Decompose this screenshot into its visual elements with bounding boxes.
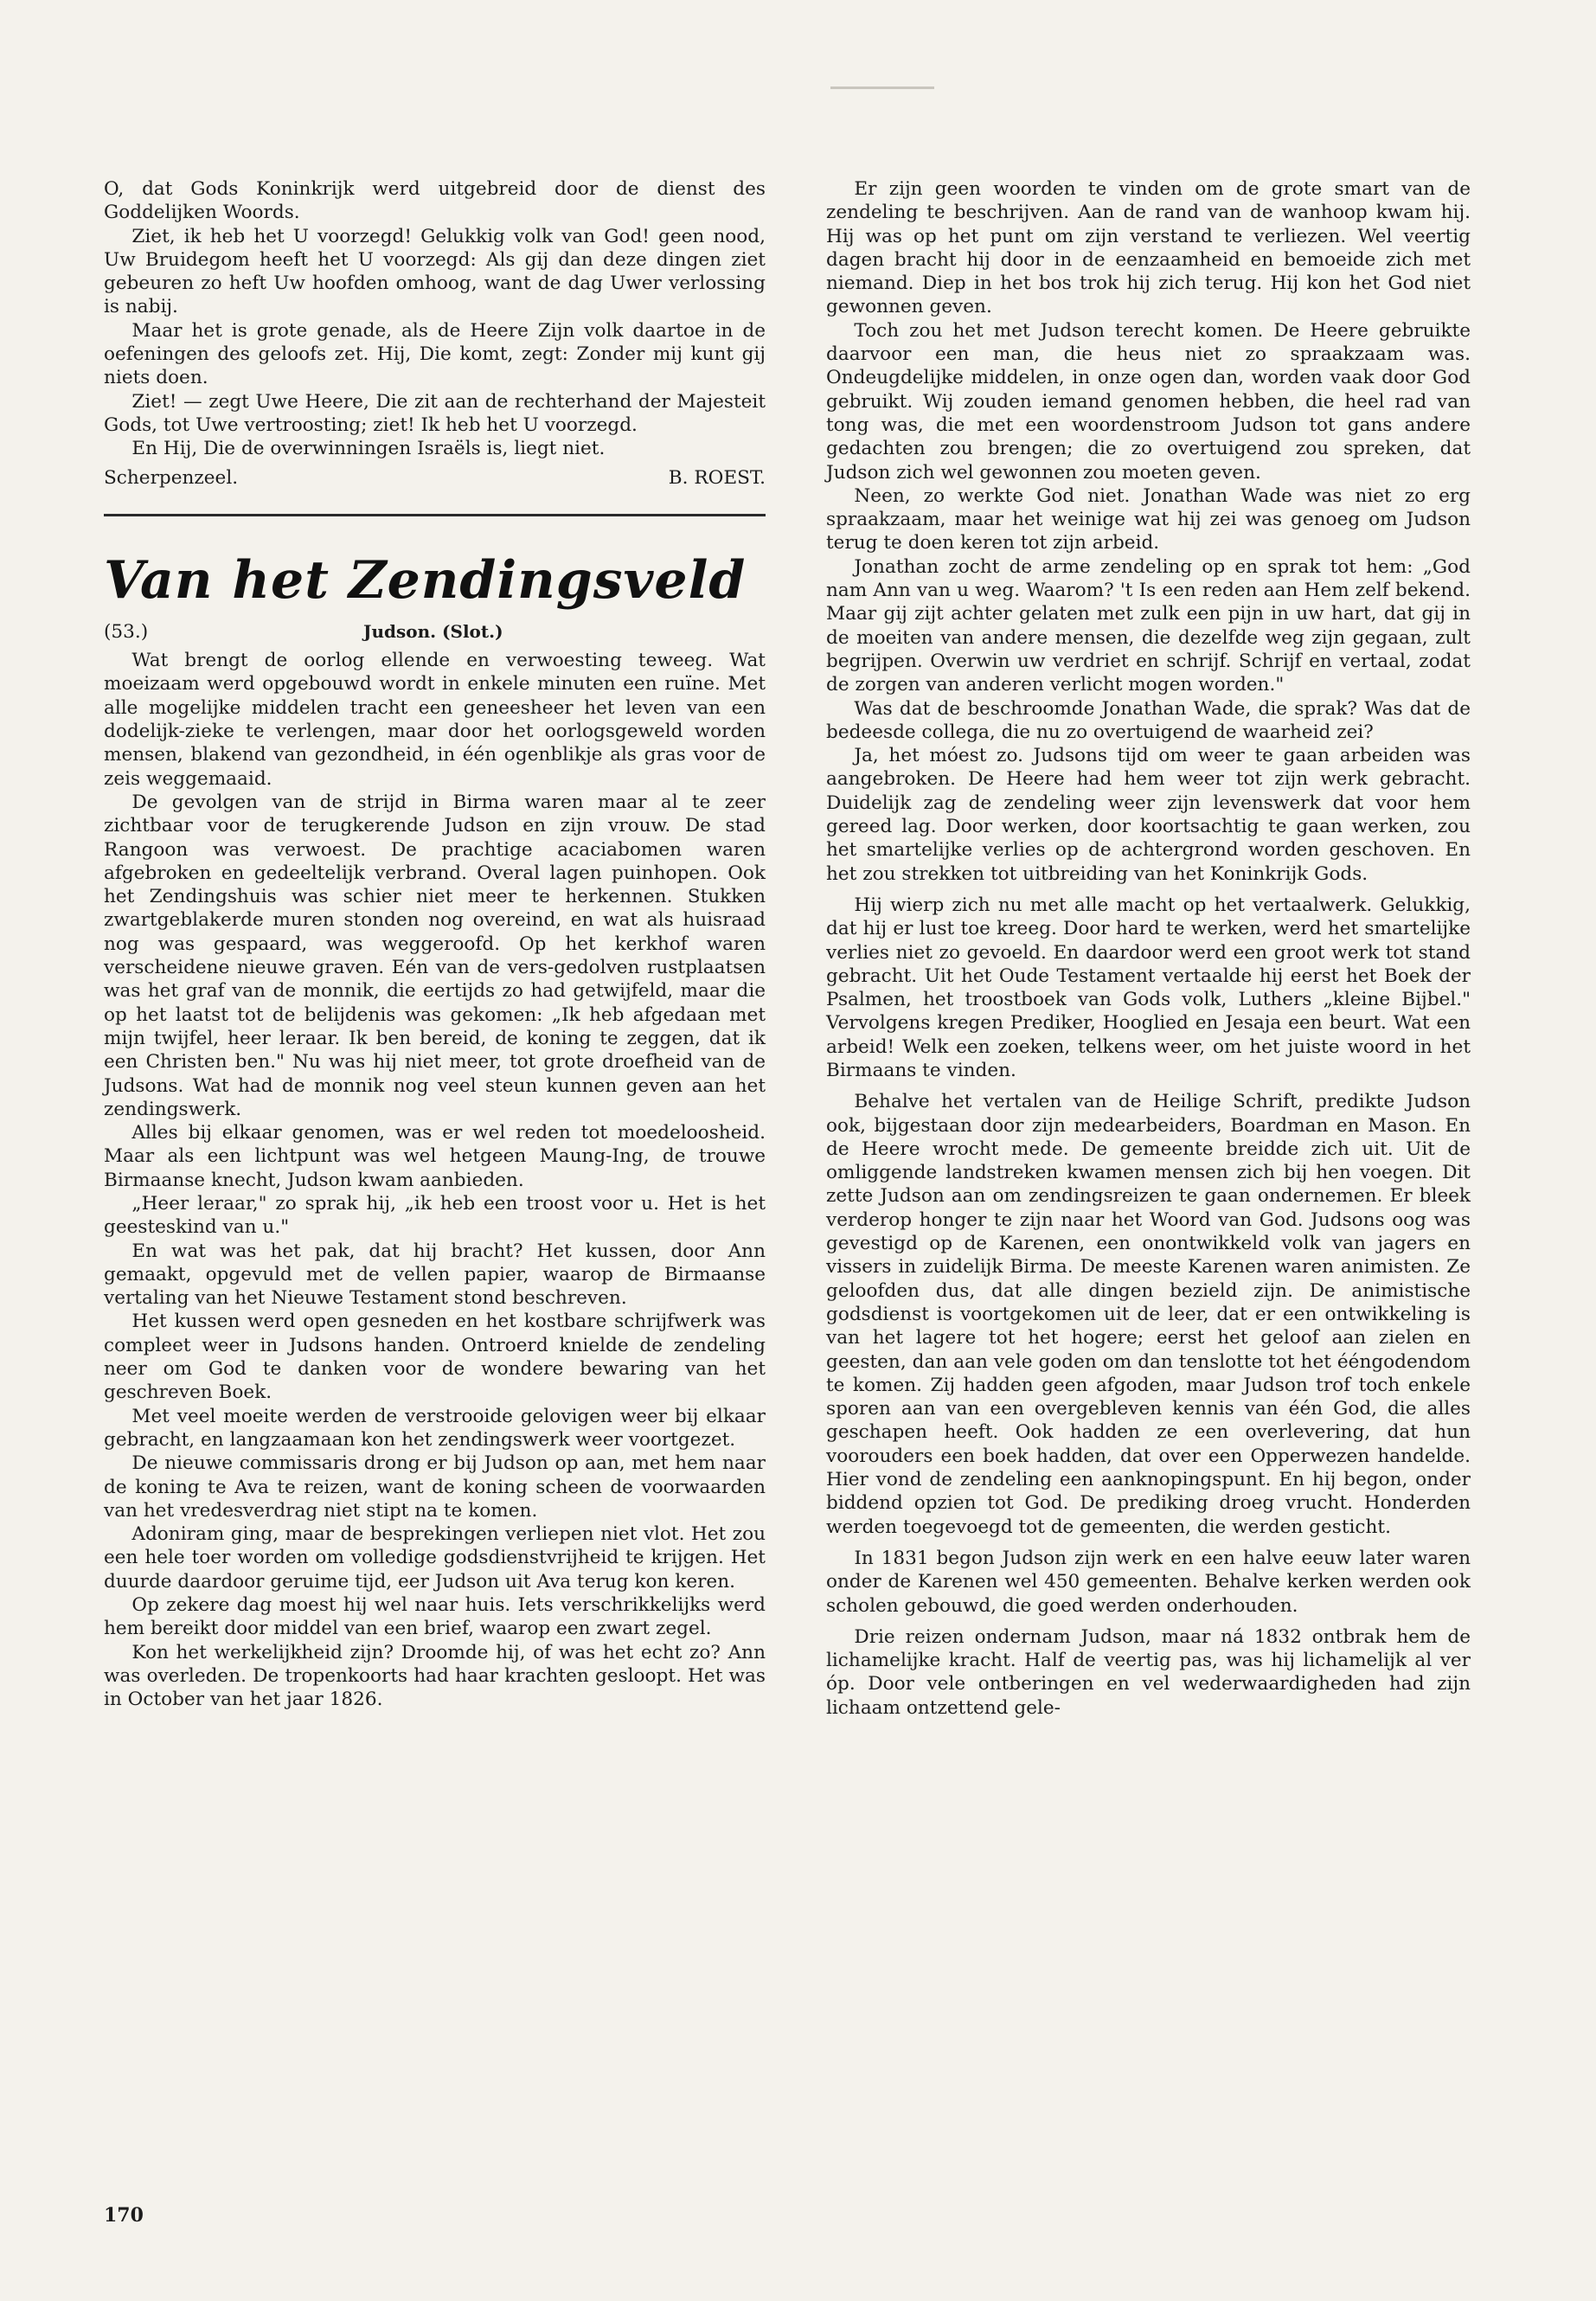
right-column	[826, 177, 1471, 1720]
section-heading: Van het Zendingsveld	[104, 549, 747, 611]
left-column	[104, 177, 766, 1712]
signature-name: B. ROEST.	[668, 466, 766, 489]
paragraph: In 1831 begon Judson zijn werk en een halve eeuw later waren onder de Karenen wel 450 gemeenten. Behalve kerken werden ook scholen gebouwd, die goed werden onderhouden.	[826, 1547, 1471, 1617]
paragraph: Het kussen werd open gesneden en het kostbare schrijfwerk was compleet weer in Judsons handen. Ontroerd knielde de zendeling neer om God te danken voor de wondere bewaring van het geschreven Boek.	[104, 1311, 766, 1404]
paragraph: Was dat de beschroomde Jonathan Wade, die sprak? Was dat de bedeesde collega, die nu zo overtuigend de waarheid zei?	[826, 697, 1471, 743]
signature-line	[104, 466, 766, 490]
paragraph: En Hij, Die de overwinningen Israëls is, liegt niet.	[131, 438, 606, 460]
paragraph: O, dat Gods Koninkrijk werd uitgebreid door de dienst des Goddelijken Woords.	[104, 178, 766, 224]
paragraph: „Heer leraar," zo sprak hij, „ik heb een troost voor u. Het is het geesteskind van u."	[104, 1192, 766, 1239]
paragraph: Jonathan zocht de arme zendeling op en sprak tot hem: „God nam Ann van u weg. Waarom? 't Is een reden aan Hem zelf bekend. Maar gij zijt achter gelaten met zulk een pijn in uw hart, dat gij in de moeiten van andere mensen, die dezelfde weg zijn gegaan, zult begrijpen. Overwin uw verdriet en schrijf. Schrijf en vertaal, zodat de zorgen van anderen verlicht mogen worden."	[826, 555, 1471, 696]
page-number: 170	[104, 2204, 144, 2227]
paragraph: Hij wierp zich nu met alle macht op het vertaalwerk. Gelukkig, dat hij er lust toe kreeg. Door hard te werken, werd het smartelijke verlies niet zo gevoeld. En daardoor werd een groot werk tot stand gebracht. Uit het Oude Testament vertaalde hij eerst het Boek der Psalmen, het troostboek van Gods volk, Luthers „kleine Bijbel." Vervolgens kregen Prediker, Hooglied en Jesaja een beurt. Wat een arbeid! Welk een zoeken, telkens weer, om het juiste woord in het Birmaans te vinden.	[826, 894, 1471, 1081]
paragraph: Ja, het móest zo. Judsons tijd om weer te gaan arbeiden was aangebroken. De Heere had hem weer tot zijn werk gebracht. Duidelijk zag de zendeling weer zijn levenswerk dat voor hem gereed lag. Door werken, door koortsachtig te gaan werken, zou het smartelijke verlies op de achtergrond worden geschoven. En het zou strekken tot uitbreiding van het Koninkrijk Gods.	[826, 745, 1471, 885]
paragraph: Met veel moeite werden de verstrooide gelovigen weer bij elkaar gebracht, en langzaamaan kon het zendingswerk weer voortgezet.	[104, 1405, 766, 1451]
paragraph: Ziet! — zegt Uwe Heere, Die zit aan de rechterhand der Majesteit Gods, tot Uwe vertroosting; ziet! Ik heb het U voorzegd.	[104, 390, 766, 436]
paragraph: Toch zou het met Judson terecht komen. De Heere gebruikte daarvoor een man, die heus niet zo spraakzaam was. Ondeugdelijke middelen, in onze ogen dan, worden vaak door God gebruikt. Wij zouden iemand genomen hebben, die heel rad van tong was, die met een woordenstroom Judson tot gans andere gedachten zou brengen; die zo overtuigend zou spreken, dat Judson zich wel gewonnen zou moeten geven.	[826, 319, 1471, 484]
article-subhead	[104, 620, 766, 644]
paragraph: Neen, zo werkte God niet. Jonathan Wade was niet zo erg spraakzaam, maar het weinige wat hij zei was genoeg om Judson terug te doen keren tot zijn arbeid.	[826, 484, 1471, 554]
paragraph: De nieuwe commissaris drong er bij Judson op aan, met hem naar de koning te Ava te reizen, want de koning scheen de voorwaarden van het vredesverdrag niet stipt na te komen.	[104, 1452, 766, 1522]
paragraph: En wat was het pak, dat hij bracht? Het kussen, door Ann gemaakt, opgevuld met de vellen papier, waarop de Birmaanse vertaling van het Nieuwe Testament stond beschreven.	[104, 1240, 766, 1310]
section-divider	[104, 514, 766, 516]
paragraph: Alles bij elkaar genomen, was er wel reden tot moedeloosheid. Maar als een lichtpunt was wel hetgeen Maung-Ing, de trouwe Birmaanse knecht, Judson kwam aanbieden.	[104, 1122, 766, 1191]
article-body	[104, 649, 766, 1711]
paragraph: Drie reizen ondernam Judson, maar ná 1832 ontbrak hem de lichamelijke kracht. Half de veertig pas, was hij lichamelijk al ver óp. Door vele ontberingen en vel wederwaardigheden had zijn lichaam ontzettend gele-	[826, 1625, 1471, 1719]
paragraph: Kon het werkelijkheid zijn? Droomde hij, of was het echt zo? Ann was overleden. De tropenkoorts had haar krachten gesloopt. Het was in October van het jaar 1826.	[104, 1641, 766, 1711]
paragraph: Wat brengt de oorlog ellende en verwoesting teweeg. Wat moeizaam werd opgebouwd wordt in enkele minuten een ruïne. Met alle mogelijke middelen tracht een geneesheer het leven van een dodelijk-zieke te verlengen, maar door het oorlogsgeweld worden mensen, blakend van gezondheid, in één ogenblikje als gras voor de zeis weggemaaid.	[104, 650, 766, 790]
article-number: (53.)	[104, 620, 149, 643]
paragraph: Ziet, ik heb het U voorzegd! Gelukkig volk van God! geen nood, Uw Bruidegom heeft het U voorzegd: Als gij dan deze dingen ziet gebeuren zo heft Uw hoofden omhoog, want de dag Uwer verlossing is nabij.	[104, 225, 766, 318]
paragraph: Behalve het vertalen van de Heilige Schrift, predikte Judson ook, bijgestaan door zijn medearbeiders, Boardman en Mason. En de Heere wrocht mede. De gemeente breidde zich uit. Uit de omliggende landstreken kwamen mensen zich bij hen voegen. Dit zette Judson aan om zendingsreizen te gaan ondernemen. Er bleek verderop honger te zijn naar het Woord van God. Judsons oog was gevestigd op de Karenen, een onontwikkeld volk van jagers en vissers in zuidelijk Birma. De meeste Karenen waren animisten. Ze geloofden dus, dat alle dingen bezield zijn. De animistische godsdienst is voortgekomen uit de leer, dat er een ontwikkeling is van het lagere tot het hogere; eerst het geloof aan zielen en geesten, dan aan vele goden om dan tenslotte tot het ééngodendom te komen. Zij hadden geen afgoden, maar Judson trof toch enkele sporen aan van een overgebleven kennis van één God, die alles geschapen heeft. Ook hadden ze een overlevering, dat hun voorouders een boek hadden, dat over een Opperwezen handelde. Hier vond de zendeling een aanknopingspunt. En hij begon, onder biddend opzien tot God. De prediking droeg vrucht. Honderden werden toegevoegd tot de gemeenten, die werden gesticht.	[826, 1091, 1471, 1538]
paragraph: Adoniram ging, maar de besprekingen verliepen niet vlot. Het zou een hele toer worden om volledige godsdienstvrijheid te krijgen. Het duurde daardoor geruime tijd, eer Judson uit Ava terug kon keren.	[104, 1523, 766, 1593]
closing-meditation	[104, 177, 766, 461]
paragraph: Er zijn geen woorden te vinden om de grote smart van de zendeling te beschrijven. Aan de rand van de wanhoop kwam hij. Hij was op het punt om zijn verstand te verliezen. Wel veertig dagen bracht hij door in de eenzaamheid en bemoeide zich met niemand. Diep in het bos trok hij zich terug. Hij kon het God niet gewonnen geven.	[826, 178, 1471, 318]
paragraph: Maar het is grote genade, als de Heere Zijn volk daartoe in de oefeningen des geloofs zet. Hij, Die komt, zegt: Zonder mij kunt gij niets doen.	[104, 319, 766, 389]
paragraph: De gevolgen van de strijd in Birma waren maar al te zeer zichtbaar voor de terugkerende Judson en zijn vrouw. De stad Rangoon was verwoest. De prachtige acaciabomen waren afgebroken en gedeeltelijk verbrand. Overal lagen puinhopen. Ook het Zendingshuis was schier niet meer te herkennen. Stukken zwartgeblakerde muren stonden nog overeind, en wat als huisraad nog was gespaard, was weggeroofd. Op het kerkhof waren verscheidene nieuwe graven. Eén van de vers-gedolven rustplaatsen was het graf van de monnik, die eertijds zo had getwijfeld, maar die op het laatst tot de belijdenis was gekomen: „Ik heb afgedaan met mijn twijfel, heer leraar. Ik ben bereid, de koning te zeggen, dat ik een Christen ben." Nu was hij niet meer, tot grote droefheid van de Judsons. Wat had de monnik nog veel steun kunnen geven aan het zendingswerk.	[104, 791, 766, 1120]
scan-mark	[830, 87, 934, 89]
article-title: Judson. (Slot.)	[363, 620, 503, 642]
paragraph: Op zekere dag moest hij wel naar huis. Iets verschrikkelijks werd hem bereikt door middel van een brief, waarop een zwart zegel.	[104, 1594, 766, 1640]
signature-place: Scherpenzeel.	[104, 466, 239, 489]
